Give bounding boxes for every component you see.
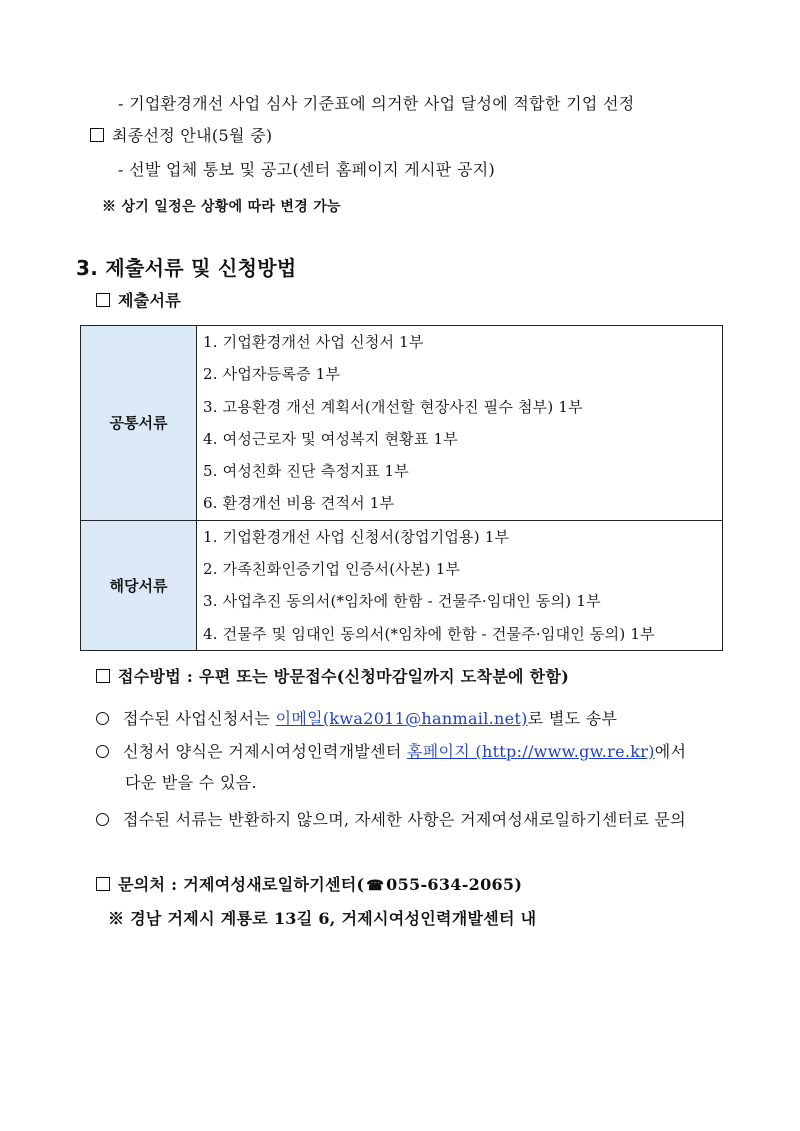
common-items [197, 326, 723, 521]
checkbox-icon [96, 669, 110, 683]
documents-heading-label: 제출서류 [118, 291, 182, 310]
contact-phone[interactable]: 055-634-2065 [386, 875, 515, 894]
criteria-line: - 기업환경개선 사업 심사 기준표에 의거한 사업 달성에 적합한 기업 선정 [118, 94, 635, 113]
category-applicable: 해당서류 [81, 520, 197, 650]
bullet-homepage [96, 741, 686, 763]
bullet-text: 접수된 서류는 반환하지 않으며, 자세한 사항은 거제여성새로일하기센터로 문의 [123, 810, 687, 829]
list-item: 3. 사업추진 동의서(*임차에 한함 - 건물주·임대인 동의) 1부 [203, 592, 601, 611]
table-row [81, 326, 723, 521]
bullet-text: 신청서 양식은 거제시여성인력개발센터 [123, 742, 408, 761]
bullet-return [96, 809, 686, 831]
list-item: 2. 사업자등록증 1부 [203, 365, 341, 384]
documents-heading [96, 290, 181, 312]
bullet-text: 접수된 사업신청서는 [123, 709, 276, 728]
list-item: 4. 여성근로자 및 여성복지 현황표 1부 [203, 429, 458, 448]
list-item: 1. 기업환경개선 사업 신청서(창업기업용) 1부 [203, 527, 510, 546]
circle-bullet-icon [96, 745, 109, 758]
documents-table [80, 325, 723, 651]
category-common: 공통서류 [81, 326, 197, 521]
final-selection-label: 최종선정 안내(5월 중) [112, 126, 273, 145]
circle-bullet-icon [96, 712, 109, 725]
circle-bullet-icon [96, 813, 109, 826]
list-item: 5. 여성친화 진단 측정지표 1부 [203, 462, 409, 481]
contact-line [96, 874, 522, 897]
notice-line: - 선발 업체 통보 및 공고(센터 홈페이지 게시판 공지) [118, 160, 495, 179]
list-item: 4. 건물주 및 임대인 동의서(*임차에 한함 - 건물주·임대인 동의) 1부 [203, 624, 655, 643]
schedule-note: ※ 상기 일정은 상황에 따라 변경 가능 [102, 199, 341, 215]
list-item: 6. 환경개선 비용 견적서 1부 [203, 494, 395, 513]
checkbox-icon [96, 293, 110, 307]
applicable-items [197, 520, 723, 650]
table-row [81, 520, 723, 650]
list-item: 2. 가족친화인증기업 인증서(사본) 1부 [203, 560, 461, 579]
contact-close: ) [514, 875, 523, 894]
bullet-text: 로 별도 송부 [527, 709, 618, 728]
section-title: 3. 제출서류 및 신청방법 [76, 256, 297, 280]
address-line: ※ 경남 거제시 계룡로 13길 6, 거제시여성인력개발센터 내 [108, 909, 537, 928]
bullet-email [96, 708, 617, 730]
checkbox-icon [90, 128, 104, 142]
email-link[interactable]: 이메일(kwa2011@hanmail.net) [275, 709, 528, 728]
checkbox-icon [96, 877, 110, 891]
contact-label: 문의처 : 거제여성새로일하기센터( [118, 875, 365, 894]
final-selection-heading [90, 125, 272, 147]
bullet-text: 에서 [654, 742, 687, 761]
homepage-link[interactable]: 홈페이지 (http://www.gw.re.kr) [407, 742, 655, 761]
list-item: 3. 고용환경 개선 계획서(개선할 현장사진 필수 첨부) 1부 [203, 397, 583, 416]
bullet-homepage-continued: 다운 받을 수 있음. [125, 773, 257, 792]
method-heading-label: 접수방법 : 우편 또는 방문접수(신청마감일까지 도착분에 한함) [118, 667, 570, 686]
telephone-icon: ☎ [366, 878, 385, 894]
method-heading [96, 666, 569, 688]
list-item: 1. 기업환경개선 사업 신청서 1부 [203, 333, 424, 351]
